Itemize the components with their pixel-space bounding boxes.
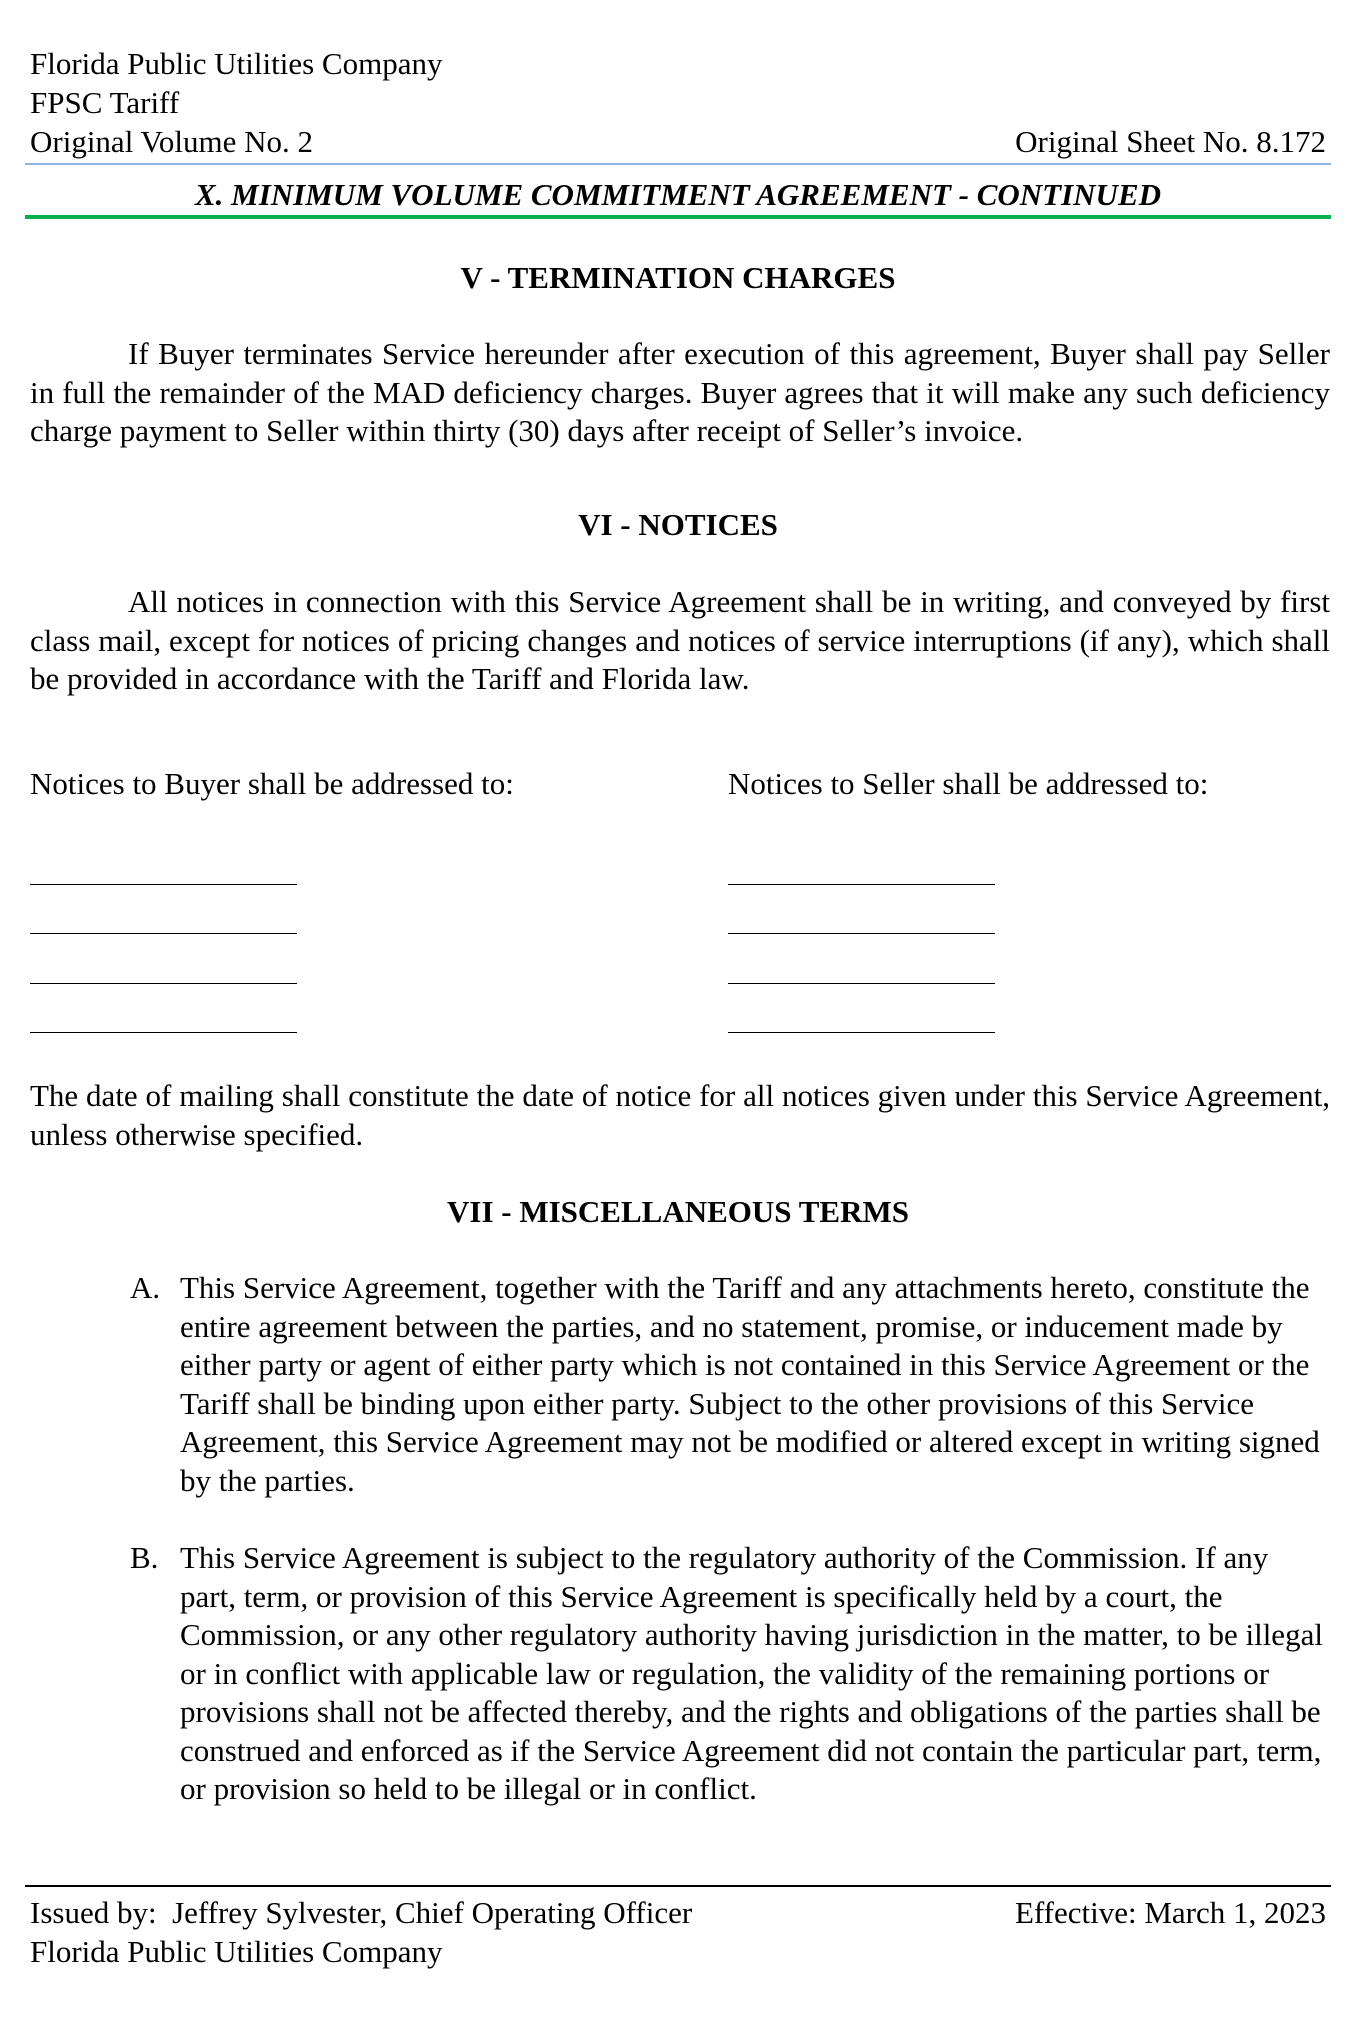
- seller-address-label: Notices to Seller shall be addressed to:: [728, 766, 1209, 801]
- buyer-address-line[interactable]: [30, 884, 297, 885]
- header-company: Florida Public Utilities Company: [30, 46, 443, 81]
- buyer-address-label: Notices to Buyer shall be addressed to:: [30, 766, 514, 801]
- issued-label: Issued by:: [30, 1895, 157, 1930]
- seller-address-line[interactable]: [728, 884, 995, 885]
- footer-company: Florida Public Utilities Company: [30, 1934, 443, 1969]
- seller-address-line[interactable]: [728, 1032, 995, 1033]
- header-divider-blue: [25, 163, 1331, 165]
- buyer-address-line[interactable]: [30, 1032, 297, 1033]
- termination-paragraph: [30, 335, 1330, 451]
- notice-date-paragraph: The date of mailing shall constitute the date of notice for all notices given under this Service Agreement, unless otherwise specified.: [30, 1078, 1330, 1152]
- termination-heading: V - TERMINATION CHARGES: [460, 260, 896, 295]
- header-left: [30, 44, 442, 161]
- termination-text: If Buyer terminates Service hereunder after execution of this agreement, Buyer shall pay Seller in full the remainder of the MAD deficiency charges. Buyer agrees that it will make any such deficiency charge payment to Seller within thirty (30) days after receipt of Seller’s invoice.: [30, 336, 1330, 448]
- notices-paragraph: [30, 583, 1330, 699]
- header-volume: Original Volume No. 2: [30, 124, 314, 159]
- header-tariff: FPSC Tariff: [30, 85, 180, 120]
- misc-item-text: This Service Agreement is subject to the regulatory authority of the Commission. If any part, term, or provision of this Service Agreement is specifically held by a court, the Commission, or any other regulatory authority having jurisdiction in the matter, to be illegal or in conflict with applicable law or regulation, the validity of the remaining portions or provisions shall not be affected thereby, and the rights and obligations of the parties shall be construed and enforced as if the Service Agreement did not contain the particular part, term, or provision so held to be illegal or in conflict.: [180, 1540, 1323, 1806]
- issued-by: Jeffrey Sylvester, Chief Operating Officer: [172, 1895, 693, 1930]
- buyer-address-line[interactable]: [30, 983, 297, 984]
- notices-heading: VI - NOTICES: [578, 507, 778, 542]
- misc-item-marker: B.: [130, 1540, 159, 1575]
- notices-text: All notices in connection with this Service Agreement shall be in writing, and conveyed by first class mail, except for notices of pricing changes and notices of service interruptions (if any), which shall be provided in accordance with the Tariff and Florida law.: [30, 584, 1330, 696]
- header-sheet-number: Original Sheet No. 8.172: [1015, 124, 1326, 159]
- footer-divider: [25, 1885, 1331, 1887]
- effective-date: Effective: March 1, 2023: [1014, 1895, 1326, 1930]
- misc-item-a: [130, 1269, 1330, 1500]
- footer-left: [30, 1893, 692, 1971]
- misc-item-text: This Service Agreement, together with the Tariff and any attachments hereto, constitute the entire agreement between the parties, and no statement, promise, or inducement made by either party or agent of either party which is not contained in this Service Agreement or the Tariff shall be binding upon either party. Subject to the other provisions of this Service Agreement, this Service Agreement may not be modified or altered except in writing signed by the parties.: [180, 1270, 1320, 1498]
- footer-issued-row: [30, 1893, 692, 1932]
- header-divider-green: [25, 215, 1331, 219]
- misc-item-b: [130, 1539, 1330, 1809]
- misc-item-marker: A.: [130, 1270, 161, 1305]
- buyer-address-line[interactable]: [30, 933, 297, 934]
- seller-address-line[interactable]: [728, 933, 995, 934]
- misc-heading: VII - MISCELLANEOUS TERMS: [447, 1194, 909, 1229]
- seller-address-line[interactable]: [728, 983, 995, 984]
- section-title: X. MINIMUM VOLUME COMMITMENT AGREEMENT - CONTINUED: [194, 177, 1162, 212]
